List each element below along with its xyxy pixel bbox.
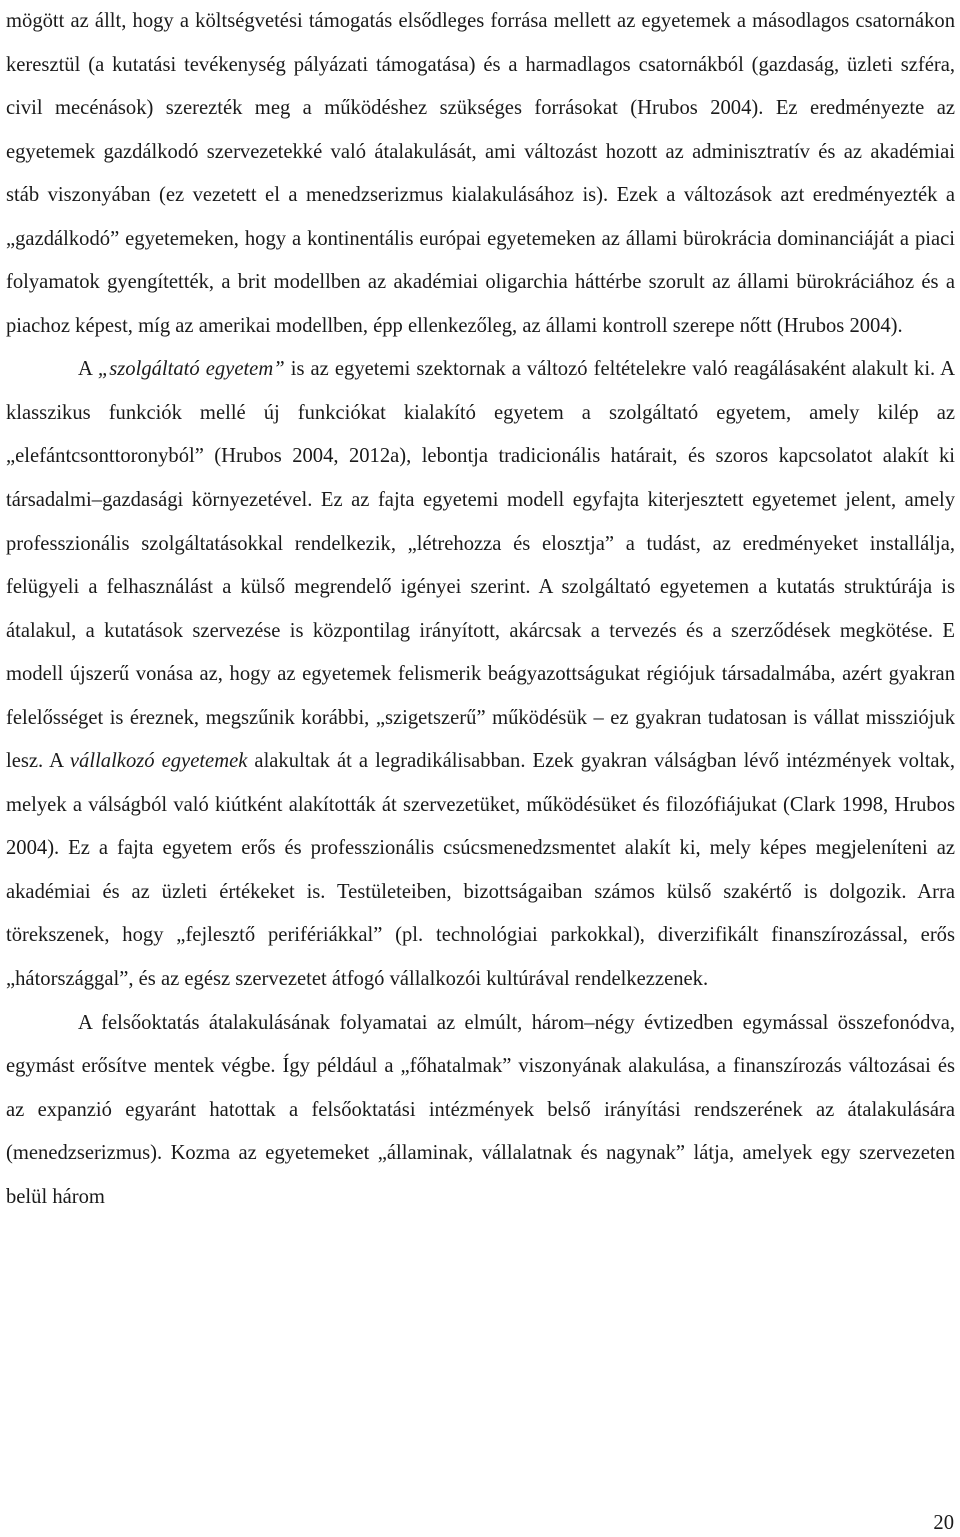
paragraph-1-text: mögött az állt, hogy a költségvetési támogatás elsődleges forrása mellett az egyetemek a másodlagos csatornákon keresztül (a kutatási tevékenység pályázati támogatása) és a harmadlagos csatornákból (gazdaság, üzleti szféra, civil mecénások) szerezték meg a működéshez szükséges forrásokat (Hrubos 2004). Ez eredményezte az egyetemek gazdálkodó szervezetekké való átalakulását, ami változást hozott az adminisztratív és az akadémiai stáb viszonyában (ez vezetett el a menedzserizmus kialakulásához is). Ezek a változások azt eredményezték a „gazdálkodó” egyetemeken, hogy a kontinentális európai egyetemeken az állami bürokrácia dominanciáját a piaci folyamatok gyengítették, a brit modellben az akadémiai oligarchia háttérbe szorult az állami bürokráciához és a piachoz képest, míg az amerikai modellben, épp ellenkezőleg, az állami kontroll szerepe nőtt (Hrubos 2004).: [6, 10, 955, 337]
term-szolgaltato-egyetem: „szolgáltató egyetem”: [97, 358, 285, 381]
paragraph-2: [6, 348, 955, 1001]
paragraph-1: [6, 0, 955, 348]
term-vallalkozo-egyetemek: vállalkozó egyetemek: [69, 750, 248, 773]
paragraph-3: [6, 1002, 955, 1220]
paragraph-2-run-5: alakultak át a legradikálisabban. Ezek gyakran válságban lévő intézmények voltak, melyek a válságból való kiútként alakították át szervezetüket, működésüket és filozófiájukat (Clark 1998, Hrubos 2004). Ez a fajta egyetem erős és professzionális csúcsmenedzsmentet alakít ki, mely képes megjeleníteni az akadémiai és az üzleti értékeket is. Testületeiben, bizottságaiban számos külső szakértő is dolgozik. Arra törekszenek, hogy „fejlesztő perifériákkal” (pl. technológiai parkokkal), diverzifikált finanszírozással, erős „hátországgal”, és az egész szervezetet átfogó vállalkozói kultúrával rendelkezzenek.: [6, 750, 956, 991]
paragraph-3-text: A felsőoktatás átalakulásának folyamatai az elmúlt, három–négy évtizedben egymással összefonódva, egymást erősítve mentek végbe. Így például a „főhatalmak” viszonyának alakulása, a finanszírozás változásai és az expanzió egyaránt hatottak a felsőoktatási intézmények belső irányítási rendszerének az átalakulására (menedzserizmus). Kozma az egyetemeket „államinak, vállalatnak és nagynak” látja, amelyek egy szervezeten belül három: [6, 1011, 955, 1208]
page-number: 20: [933, 1512, 954, 1534]
paragraph-2-run-3: is az egyetemi szektornak a változó feltételekre való reagálásaként alakult ki. A klasszikus funkciók mellé új funkciókat kialakító egyetem a szolgáltató egyetem, amely kilép az „elefántcsonttoronyból” (Hrubos 2004, 2012a), lebontja tradicionális határait, és szoros kapcsolatot alakít ki társadalmi–gazdasági környezetével. Ez az fajta egyetemi modell egyfajta kiterjesztett egyetemet jelent, amely professzionális szolgáltatásokkal rendelkezik, „létrehozza és elosztja” a tudást, az eredményeket installálja, felügyeli a felhasználást a külső megrendelő igényei szerint. A szolgáltató egyetemen a kutatás struktúrája is átalakul, a kutatások szervezése is központilag irányított, akárcsak a tervezés és a szerződések megkötése. E modell újszerű vonása az, hogy az egyetemek felismerik beágyazottságukat régiójuk társadalmába, azért gyakran felelősséget is éreznek, megszűnik korábbi, „szigetszerű” működésük – ez gyakran tudatosan is vállat missziójuk lesz. A: [6, 358, 955, 773]
document-body: [6, 0, 955, 1219]
paragraph-2-run-1: A: [78, 358, 98, 381]
